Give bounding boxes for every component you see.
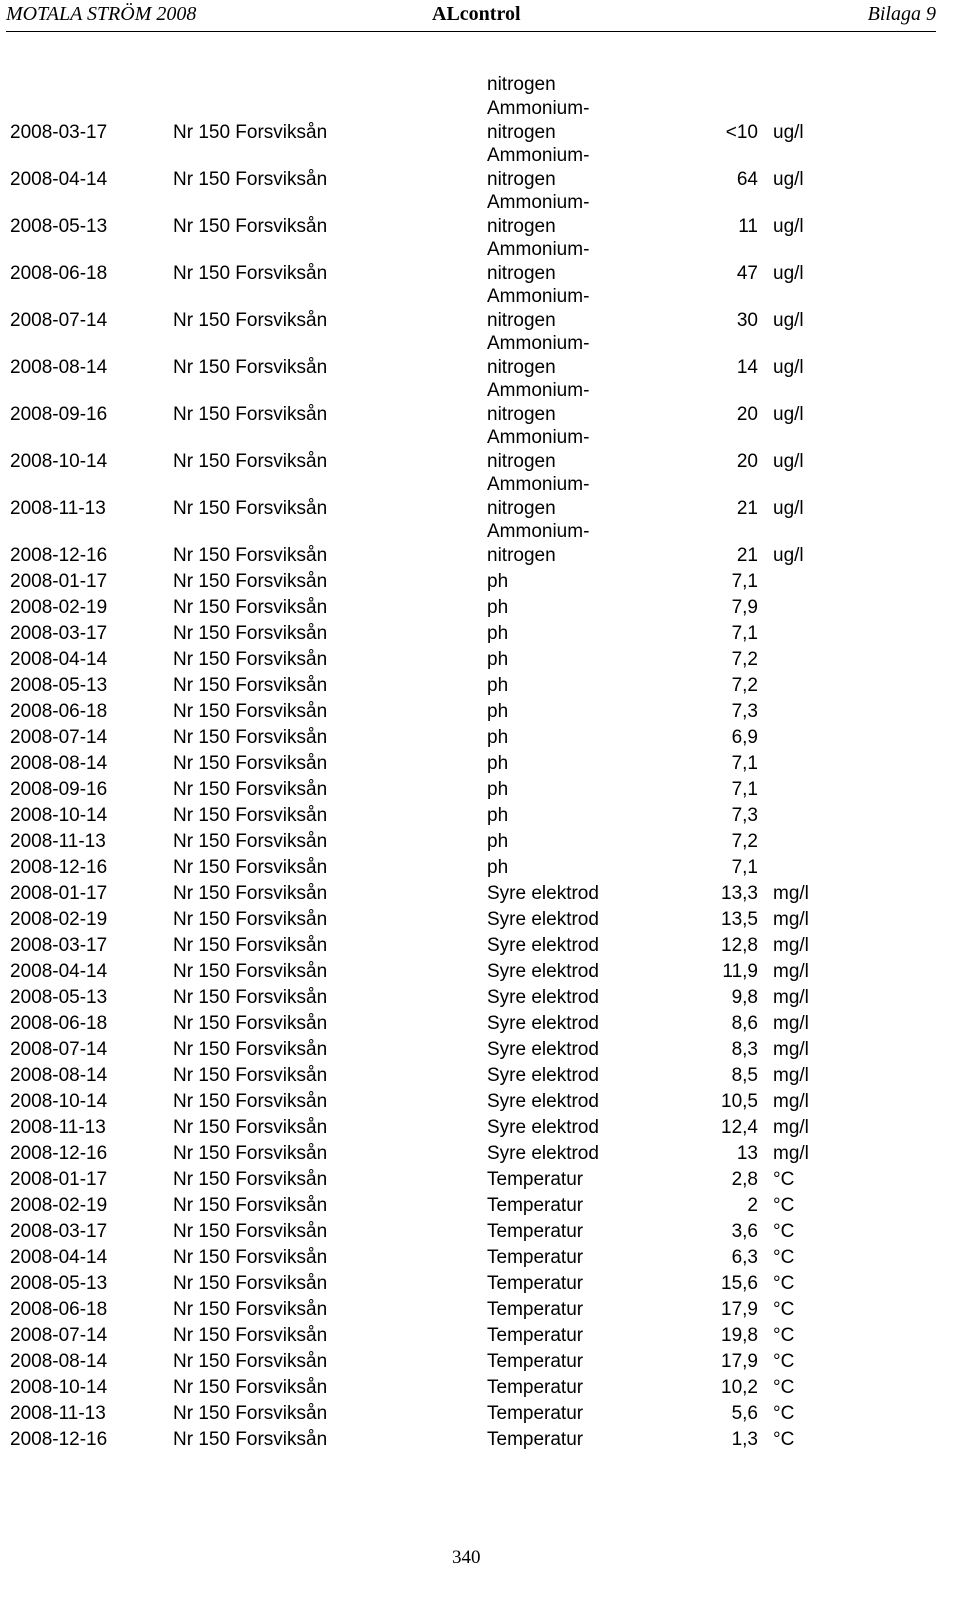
date-cell: 2008-09-16 — [10, 404, 108, 425]
parameter-cell: Ammonium- nitrogen — [487, 286, 590, 331]
value-cell: 7,2 — [731, 831, 758, 852]
table-row — [0, 1219, 960, 1245]
parameter-cell: Ammonium- nitrogen — [487, 192, 590, 237]
value-cell: 5,6 — [731, 1403, 758, 1424]
site-cell: Nr 150 Forsviksån — [173, 404, 328, 425]
site-cell: Nr 150 Forsviksån — [173, 451, 328, 472]
table-row — [0, 855, 960, 881]
unit-cell: °C — [773, 1429, 795, 1450]
unit-cell: mg/l — [773, 1013, 809, 1034]
table-row — [0, 193, 960, 240]
site-cell: Nr 150 Forsviksån — [173, 1299, 328, 1320]
unit-cell: mg/l — [773, 1039, 809, 1060]
site-cell: Nr 150 Forsviksån — [173, 169, 328, 190]
value-cell: 8,6 — [731, 1013, 758, 1034]
value-cell: 7,1 — [731, 779, 758, 800]
site-cell: Nr 150 Forsviksån — [173, 883, 328, 904]
value-cell: 7,2 — [731, 649, 758, 670]
table-row — [0, 1271, 960, 1297]
site-cell: Nr 150 Forsviksån — [173, 1273, 328, 1294]
value-cell: 13 — [736, 1143, 758, 1164]
date-cell: 2008-02-19 — [10, 597, 108, 618]
unit-cell: mg/l — [773, 1143, 809, 1164]
parameter-cell: Ammonium- nitrogen — [487, 474, 590, 519]
value-cell: 8,5 — [731, 1065, 758, 1086]
site-cell: Nr 150 Forsviksån — [173, 675, 328, 696]
site-cell: Nr 150 Forsviksån — [173, 1403, 328, 1424]
site-cell: Nr 150 Forsviksån — [173, 545, 328, 566]
parameter-cell: Ammonium- nitrogen — [487, 380, 590, 425]
table-row — [0, 699, 960, 725]
date-cell: 2008-01-17 — [10, 1169, 108, 1190]
site-cell: Nr 150 Forsviksån — [173, 623, 328, 644]
date-cell: 2008-11-13 — [10, 1403, 106, 1424]
unit-cell: ug/l — [773, 310, 804, 331]
parameter-cell: Temperatur — [487, 1220, 584, 1242]
date-cell: 2008-07-14 — [10, 310, 108, 331]
table-row — [0, 959, 960, 985]
parameter-cell: Temperatur — [487, 1350, 584, 1372]
table-row — [0, 803, 960, 829]
table-row — [0, 933, 960, 959]
date-cell: 2008-08-14 — [10, 357, 108, 378]
parameter-cell: Ammonium- nitrogen — [487, 145, 590, 190]
site-cell: Nr 150 Forsviksån — [173, 649, 328, 670]
site-cell: Nr 150 Forsviksån — [173, 1065, 328, 1086]
parameter-cell: ph — [487, 778, 509, 800]
date-cell: 2008-04-14 — [10, 1247, 108, 1268]
unit-cell: °C — [773, 1221, 795, 1242]
table-row — [0, 381, 960, 428]
table-row — [0, 334, 960, 381]
site-cell: Nr 150 Forsviksån — [173, 216, 328, 237]
parameter-cell: Ammonium- nitrogen — [487, 333, 590, 378]
parameter-cell: Syre elektrod — [487, 986, 599, 1008]
site-cell: Nr 150 Forsviksån — [173, 805, 328, 826]
table-row — [0, 1141, 960, 1167]
site-cell: Nr 150 Forsviksån — [173, 571, 328, 592]
value-cell: 3,6 — [731, 1221, 758, 1242]
table-row — [0, 287, 960, 334]
unit-cell: ug/l — [773, 498, 804, 519]
date-cell: 2008-10-14 — [10, 805, 108, 826]
date-cell: 2008-06-18 — [10, 701, 108, 722]
page-header — [0, 0, 960, 34]
value-cell: 10,5 — [721, 1091, 758, 1112]
site-cell: Nr 150 Forsviksån — [173, 753, 328, 774]
table-row — [0, 907, 960, 933]
parameter-cell: Syre elektrod — [487, 1090, 599, 1112]
unit-cell: °C — [773, 1325, 795, 1346]
unit-cell: °C — [773, 1403, 795, 1424]
unit-cell: mg/l — [773, 987, 809, 1008]
parameter-cell: Syre elektrod — [487, 960, 599, 982]
parameter-cell: Syre elektrod — [487, 1038, 599, 1060]
value-cell: 19,8 — [721, 1325, 758, 1346]
site-cell: Nr 150 Forsviksån — [173, 961, 328, 982]
site-cell: Nr 150 Forsviksån — [173, 701, 328, 722]
unit-cell: mg/l — [773, 883, 809, 904]
site-cell: Nr 150 Forsviksån — [173, 987, 328, 1008]
site-cell: Nr 150 Forsviksån — [173, 1429, 328, 1450]
table-row — [0, 1375, 960, 1401]
parameter-cell: ph — [487, 804, 509, 826]
parameter-cell: Syre elektrod — [487, 882, 599, 904]
unit-cell: ug/l — [773, 263, 804, 284]
parameter-cell: Syre elektrod — [487, 908, 599, 930]
value-cell: 6,3 — [731, 1247, 758, 1268]
parameter-cell: ph — [487, 674, 509, 696]
parameter-cell: ph — [487, 752, 509, 774]
date-cell: 2008-04-14 — [10, 649, 108, 670]
table-row — [0, 725, 960, 751]
site-cell: Nr 150 Forsviksån — [173, 122, 328, 143]
date-cell: 2008-03-17 — [10, 623, 108, 644]
date-cell: 2008-07-14 — [10, 1039, 108, 1060]
value-cell: 14 — [736, 357, 758, 378]
parameter-cell: Temperatur — [487, 1298, 584, 1320]
value-cell: 7,2 — [731, 675, 758, 696]
table-row — [0, 240, 960, 287]
value-cell: 7,1 — [731, 571, 758, 592]
parameter-cell: ph — [487, 570, 509, 592]
parameter-cell: Syre elektrod — [487, 1116, 599, 1138]
parameter-cell: Temperatur — [487, 1428, 584, 1450]
date-cell: 2008-03-17 — [10, 1221, 108, 1242]
value-cell: 13,3 — [721, 883, 758, 904]
date-cell: 2008-08-14 — [10, 1351, 108, 1372]
unit-cell: mg/l — [773, 1117, 809, 1138]
unit-cell: °C — [773, 1195, 795, 1216]
value-cell: 47 — [736, 263, 758, 284]
value-cell: 11 — [738, 216, 758, 237]
site-cell: Nr 150 Forsviksån — [173, 779, 328, 800]
table-row — [0, 1401, 960, 1427]
table-row — [0, 1167, 960, 1193]
site-cell: Nr 150 Forsviksån — [173, 263, 328, 284]
unit-cell: ug/l — [773, 122, 804, 143]
value-cell: 17,9 — [721, 1351, 758, 1372]
site-cell: Nr 150 Forsviksån — [173, 1039, 328, 1060]
value-cell: 2,8 — [731, 1169, 758, 1190]
value-cell: 7,9 — [731, 597, 758, 618]
table-row — [0, 1193, 960, 1219]
date-cell: 2008-08-14 — [10, 753, 108, 774]
parameter-cell: Syre elektrod — [487, 934, 599, 956]
value-cell: 7,1 — [731, 623, 758, 644]
value-cell: 12,4 — [721, 1117, 758, 1138]
unit-cell: mg/l — [773, 1091, 809, 1112]
site-cell: Nr 150 Forsviksån — [173, 1195, 328, 1216]
date-cell: 2008-11-13 — [10, 831, 106, 852]
value-cell: 15,6 — [721, 1273, 758, 1294]
parameter-cell: ph — [487, 830, 509, 852]
date-cell: 2008-02-19 — [10, 1195, 108, 1216]
date-cell: 2008-12-16 — [10, 1143, 108, 1164]
date-cell: 2008-10-14 — [10, 1377, 108, 1398]
parameter-cell: Ammonium- nitrogen — [487, 521, 590, 566]
table-row — [0, 985, 960, 1011]
unit-cell: ug/l — [773, 404, 804, 425]
table-row — [0, 751, 960, 777]
parameter-cell: ph — [487, 622, 509, 644]
date-cell: 2008-02-19 — [10, 909, 108, 930]
date-cell: 2008-06-18 — [10, 1299, 108, 1320]
parameter-cell: ph — [487, 856, 509, 878]
date-cell: 2008-12-16 — [10, 545, 108, 566]
continued-param-text: nitrogen — [487, 74, 556, 95]
results-table — [0, 99, 960, 1453]
site-cell: Nr 150 Forsviksån — [173, 357, 328, 378]
value-cell: 7,1 — [731, 753, 758, 774]
site-cell: Nr 150 Forsviksån — [173, 1091, 328, 1112]
date-cell: 2008-07-14 — [10, 1325, 108, 1346]
value-cell: 21 — [736, 498, 758, 519]
date-cell: 2008-04-14 — [10, 169, 108, 190]
unit-cell: mg/l — [773, 1065, 809, 1086]
site-cell: Nr 150 Forsviksån — [173, 857, 328, 878]
date-cell: 2008-07-14 — [10, 727, 108, 748]
parameter-cell: ph — [487, 700, 509, 722]
parameter-cell: Ammonium- nitrogen — [487, 98, 590, 143]
value-cell: 7,1 — [731, 857, 758, 878]
value-cell: 64 — [736, 169, 758, 190]
date-cell: 2008-10-14 — [10, 451, 108, 472]
date-cell: 2008-06-18 — [10, 1013, 108, 1034]
unit-cell: mg/l — [773, 909, 809, 930]
table-row — [0, 1323, 960, 1349]
unit-cell: mg/l — [773, 935, 809, 956]
table-row — [0, 1245, 960, 1271]
site-cell: Nr 150 Forsviksån — [173, 909, 328, 930]
table-row — [0, 428, 960, 475]
date-cell: 2008-05-13 — [10, 675, 108, 696]
unit-cell: °C — [773, 1351, 795, 1372]
site-cell: Nr 150 Forsviksån — [173, 1247, 328, 1268]
site-cell: Nr 150 Forsviksån — [173, 1351, 328, 1372]
table-row — [0, 621, 960, 647]
site-cell: Nr 150 Forsviksån — [173, 310, 328, 331]
parameter-cell: Temperatur — [487, 1324, 584, 1346]
header-lab-name: ALcontrol — [432, 3, 521, 25]
table-row — [0, 1115, 960, 1141]
date-cell: 2008-08-14 — [10, 1065, 108, 1086]
unit-cell: ug/l — [773, 545, 804, 566]
value-cell: 17,9 — [721, 1299, 758, 1320]
date-cell: 2008-05-13 — [10, 216, 108, 237]
site-cell: Nr 150 Forsviksån — [173, 727, 328, 748]
site-cell: Nr 150 Forsviksån — [173, 1117, 328, 1138]
value-cell: <10 — [725, 122, 758, 143]
site-cell: Nr 150 Forsviksån — [173, 831, 328, 852]
unit-cell: °C — [773, 1273, 795, 1294]
date-cell: 2008-06-18 — [10, 263, 108, 284]
value-cell: 20 — [736, 404, 758, 425]
table-row — [0, 1427, 960, 1453]
value-cell: 12,8 — [721, 935, 758, 956]
parameter-cell: Ammonium- nitrogen — [487, 239, 590, 284]
parameter-cell: Temperatur — [487, 1272, 584, 1294]
parameter-cell: Temperatur — [487, 1402, 584, 1424]
table-row — [0, 829, 960, 855]
table-row — [0, 475, 960, 522]
parameter-cell: Temperatur — [487, 1194, 584, 1216]
unit-cell: ug/l — [773, 451, 804, 472]
unit-cell: °C — [773, 1299, 795, 1320]
header-report-title: MOTALA STRÖM 2008 — [6, 3, 197, 25]
unit-cell: ug/l — [773, 216, 804, 237]
date-cell: 2008-12-16 — [10, 1429, 108, 1450]
unit-cell: ug/l — [773, 357, 804, 378]
header-rule — [6, 31, 936, 32]
site-cell: Nr 150 Forsviksån — [173, 1143, 328, 1164]
date-cell: 2008-09-16 — [10, 779, 108, 800]
value-cell: 2 — [747, 1195, 758, 1216]
date-cell: 2008-03-17 — [10, 935, 108, 956]
unit-cell: °C — [773, 1377, 795, 1398]
value-cell: 10,2 — [721, 1377, 758, 1398]
table-row — [0, 1037, 960, 1063]
site-cell: Nr 150 Forsviksån — [173, 1169, 328, 1190]
value-cell: 1,3 — [731, 1429, 758, 1450]
date-cell: 2008-11-13 — [10, 1117, 106, 1138]
unit-cell: ug/l — [773, 169, 804, 190]
date-cell: 2008-05-13 — [10, 987, 108, 1008]
value-cell: 7,3 — [731, 805, 758, 826]
date-cell: 2008-05-13 — [10, 1273, 108, 1294]
value-cell: 9,8 — [731, 987, 758, 1008]
site-cell: Nr 150 Forsviksån — [173, 1325, 328, 1346]
header-appendix: Bilaga 9 — [867, 3, 936, 25]
table-row — [0, 522, 960, 569]
parameter-cell: Ammonium- nitrogen — [487, 427, 590, 472]
table-row — [0, 1063, 960, 1089]
date-cell: 2008-01-17 — [10, 571, 108, 592]
unit-cell: mg/l — [773, 961, 809, 982]
value-cell: 21 — [736, 545, 758, 566]
date-cell: 2008-10-14 — [10, 1091, 108, 1112]
site-cell: Nr 150 Forsviksån — [173, 1377, 328, 1398]
table-row — [0, 777, 960, 803]
table-row — [0, 1011, 960, 1037]
unit-cell: °C — [773, 1247, 795, 1268]
table-row — [0, 881, 960, 907]
date-cell: 2008-11-13 — [10, 498, 106, 519]
value-cell: 8,3 — [731, 1039, 758, 1060]
page-number: 340 — [452, 1547, 481, 1568]
site-cell: Nr 150 Forsviksån — [173, 1013, 328, 1034]
value-cell: 6,9 — [731, 727, 758, 748]
table-row — [0, 647, 960, 673]
date-cell: 2008-01-17 — [10, 883, 108, 904]
parameter-cell: Syre elektrod — [487, 1012, 599, 1034]
parameter-cell: ph — [487, 596, 509, 618]
date-cell: 2008-12-16 — [10, 857, 108, 878]
value-cell: 7,3 — [731, 701, 758, 722]
site-cell: Nr 150 Forsviksån — [173, 597, 328, 618]
parameter-cell: Temperatur — [487, 1246, 584, 1268]
table-row — [0, 673, 960, 699]
parameter-cell: Syre elektrod — [487, 1142, 599, 1164]
table-row — [0, 1349, 960, 1375]
date-cell: 2008-03-17 — [10, 122, 108, 143]
value-cell: 11,9 — [722, 961, 758, 982]
table-row — [0, 1089, 960, 1115]
table-row — [0, 99, 960, 146]
site-cell: Nr 150 Forsviksån — [173, 1221, 328, 1242]
table-row — [0, 146, 960, 193]
site-cell: Nr 150 Forsviksån — [173, 935, 328, 956]
value-cell: 13,5 — [721, 909, 758, 930]
parameter-cell: ph — [487, 648, 509, 670]
date-cell: 2008-04-14 — [10, 961, 108, 982]
table-row — [0, 1297, 960, 1323]
value-cell: 20 — [736, 451, 758, 472]
unit-cell: °C — [773, 1169, 795, 1190]
site-cell: Nr 150 Forsviksån — [173, 498, 328, 519]
table-row — [0, 595, 960, 621]
parameter-cell: Syre elektrod — [487, 1064, 599, 1086]
parameter-cell: Temperatur — [487, 1376, 584, 1398]
value-cell: 30 — [736, 310, 758, 331]
table-row — [0, 569, 960, 595]
parameter-cell: Temperatur — [487, 1168, 584, 1190]
parameter-cell: ph — [487, 726, 509, 748]
